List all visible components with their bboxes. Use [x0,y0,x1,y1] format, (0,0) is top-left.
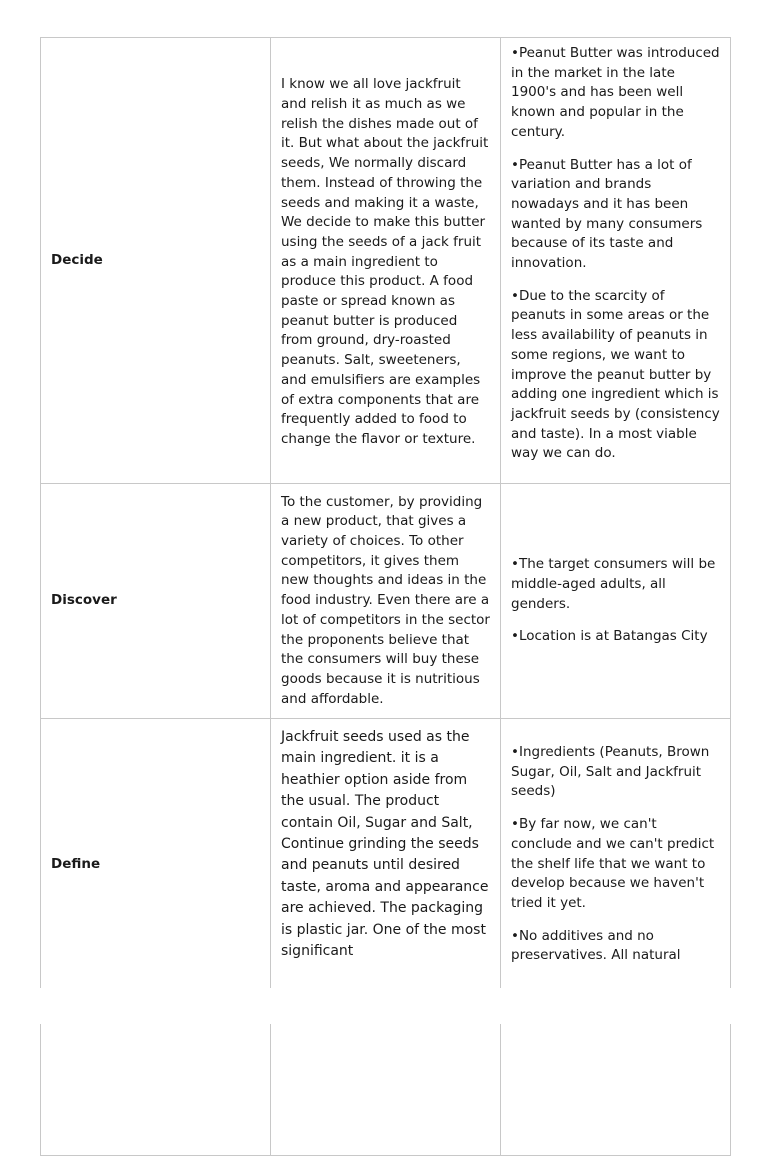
bullet-item: •Peanut Butter has a lot of variation and brands nowadays and it has been wanted by many consumers because of its taste and innovation. [511,156,703,272]
bullet-item: •Ingredients (Peanuts, Brown Sugar, Oil, Salt and Jackfruit seeds) [511,744,710,800]
bullet-item: •Peanut Butter was introduced in the market in the late 1900's and has been well known and popular in the century. [511,45,720,140]
table-row-discover [41,484,731,719]
bullet-item: •Location is at Batangas City [511,628,708,645]
bullet-item: •By far now, we can't conclude and we can't predict the shelf life that we want to develop because we haven't tried it yet. [511,816,715,911]
row-description: To the customer, by providing a new product, that gives a variety of choices. To other competitors, it gives them new thoughts and ideas in the food industry. Even there are a lot of competitors in the sector the proponents believe that the consumers will buy these goods because it is nutritious and affordable. [271,484,501,719]
row-label: Define [41,719,271,1156]
row-bullets [501,38,731,484]
row-description: I know we all love jackfruit and relish it as much as we relish the dishes made out of it. But what about the jackfruit seeds, We normally discard them. Instead of throwing the seeds and making it a waste, We decide to make this butter using the seeds of a jack fruit as a main ingredient to produce this product. A food paste or spread known as peanut butter is produced from ground, dry-roasted peanuts. Salt, sweeteners, and emulsifiers are examples of extra components that are frequently added to food to change the flavor or texture. [271,38,501,484]
row-label: Decide [41,38,271,484]
bullet-item: •The target consumers will be middle-aged adults, all genders. [511,556,716,612]
table-row-decide [41,38,731,484]
row-bullets [501,484,731,719]
page-bottom-cutoff [0,988,768,1024]
table-row-define [41,719,731,1156]
row-label: Discover [41,484,271,719]
row-description: Jackfruit seeds used as the main ingredient. it is a heathier option aside from the usual. The product contain Oil, Sugar and Salt, Continue grinding the seeds and peanuts until desired taste, aroma and appearance are achieved. The packaging is plastic jar. One of the most significant [271,719,501,1156]
bullet-item: •No additives and no preservatives. All natural [511,927,681,964]
row-bullets [501,719,731,1156]
bullet-item: •Due to the scarcity of peanuts in some areas or the less availability of peanuts in some regions, we want to improve the peanut butter by adding one ingredient which is jackfruit seeds by (consistency and taste). In a most viable way we can do. [511,287,720,462]
